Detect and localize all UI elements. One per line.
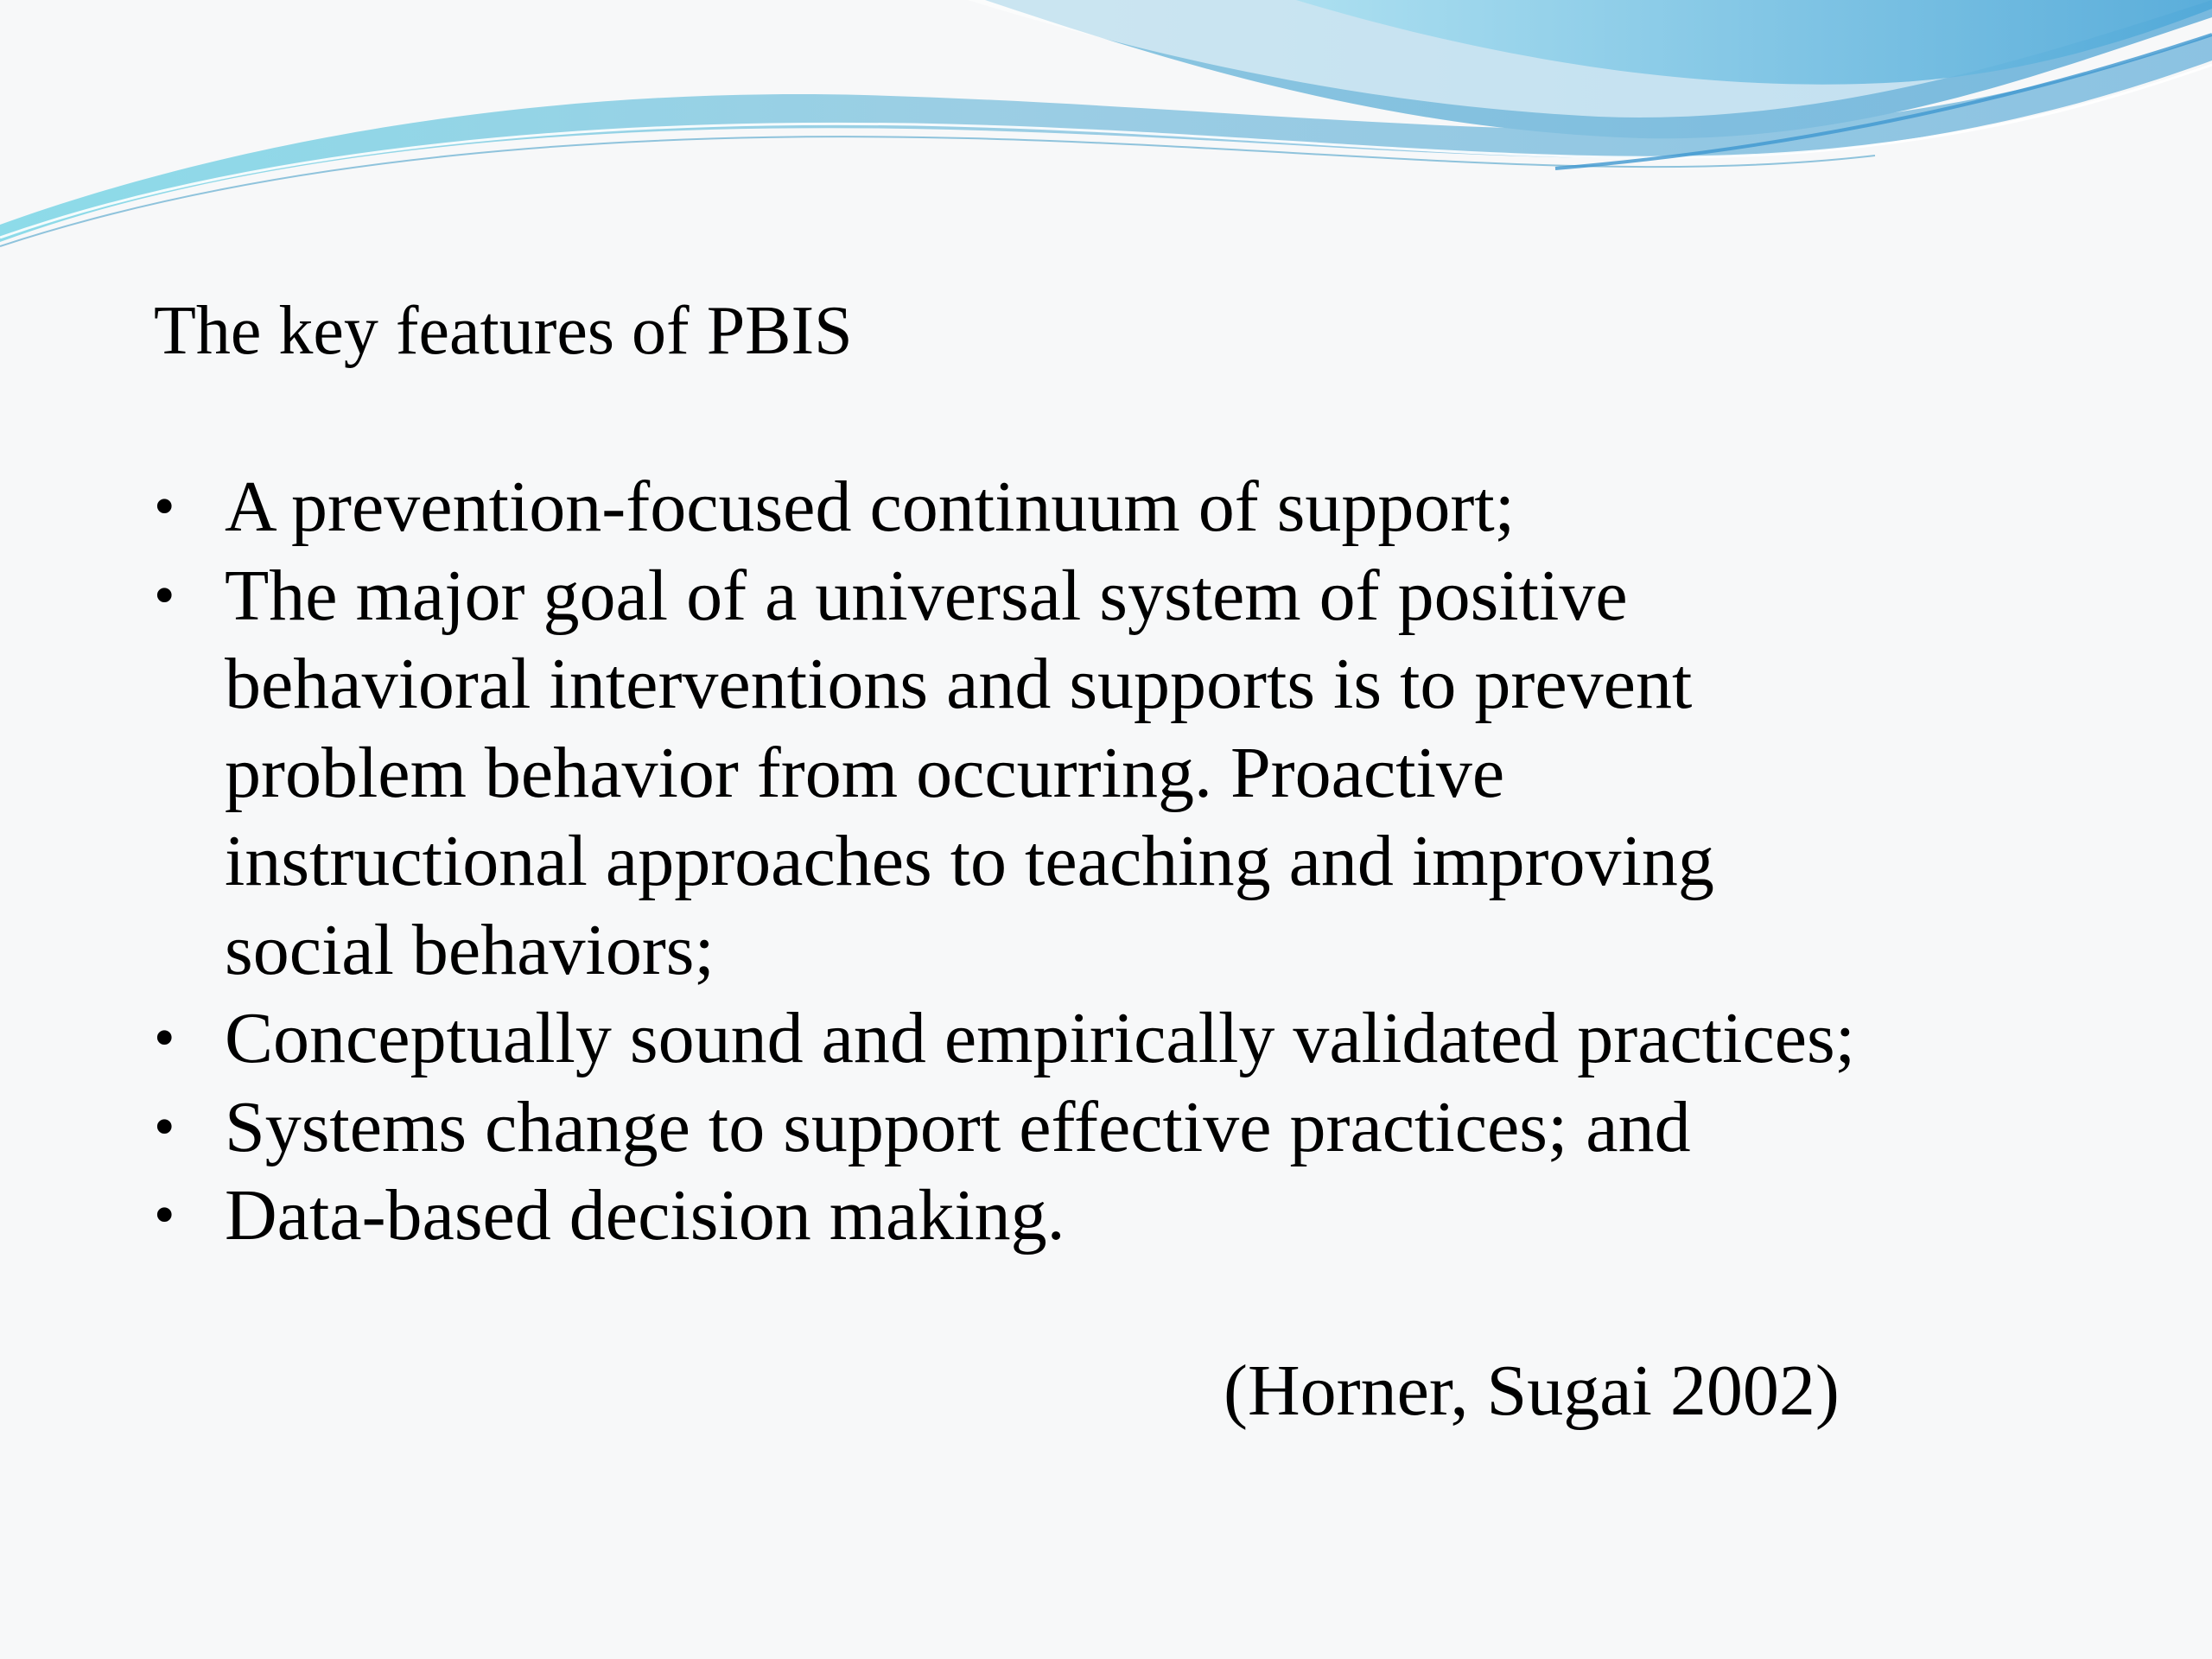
bullet-text: problem behavior from occurring. Proactive (225, 732, 1505, 813)
bullet-icon: • (154, 562, 175, 629)
bullet-text: A prevention-focused continuum of support; (225, 467, 1516, 547)
bullet-item (154, 1172, 2072, 1261)
bullet-text: Conceptually sound and empirically validated practices; (225, 998, 1856, 1078)
slide-title: The key features of PBIS (154, 293, 853, 369)
bullet-item (154, 1084, 2072, 1173)
bullet-text: instructional approaches to teaching and improving (225, 821, 1714, 901)
bullet-list (154, 463, 2072, 1261)
bullet-text: behavioral interventions and supports is to prevent (225, 644, 1693, 724)
bullet-text: Systems change to support effective practices; and (225, 1086, 1691, 1167)
bullet-text: The major goal of a universal system of positive (225, 555, 1628, 636)
bullet-icon: • (154, 1093, 175, 1160)
bullet-text: Data-based decision making. (225, 1175, 1065, 1255)
bullet-icon: • (154, 1182, 175, 1249)
bullet-icon: • (154, 474, 175, 540)
bullet-item (154, 463, 2072, 552)
bullet-item (154, 995, 2072, 1084)
bullet-icon: • (154, 1005, 175, 1071)
header-wave-decoration (0, 0, 2212, 259)
citation: (Horner, Sugai 2002) (1224, 1351, 1840, 1431)
bullet-item (154, 552, 2072, 995)
bullet-text: social behaviors; (225, 909, 715, 990)
